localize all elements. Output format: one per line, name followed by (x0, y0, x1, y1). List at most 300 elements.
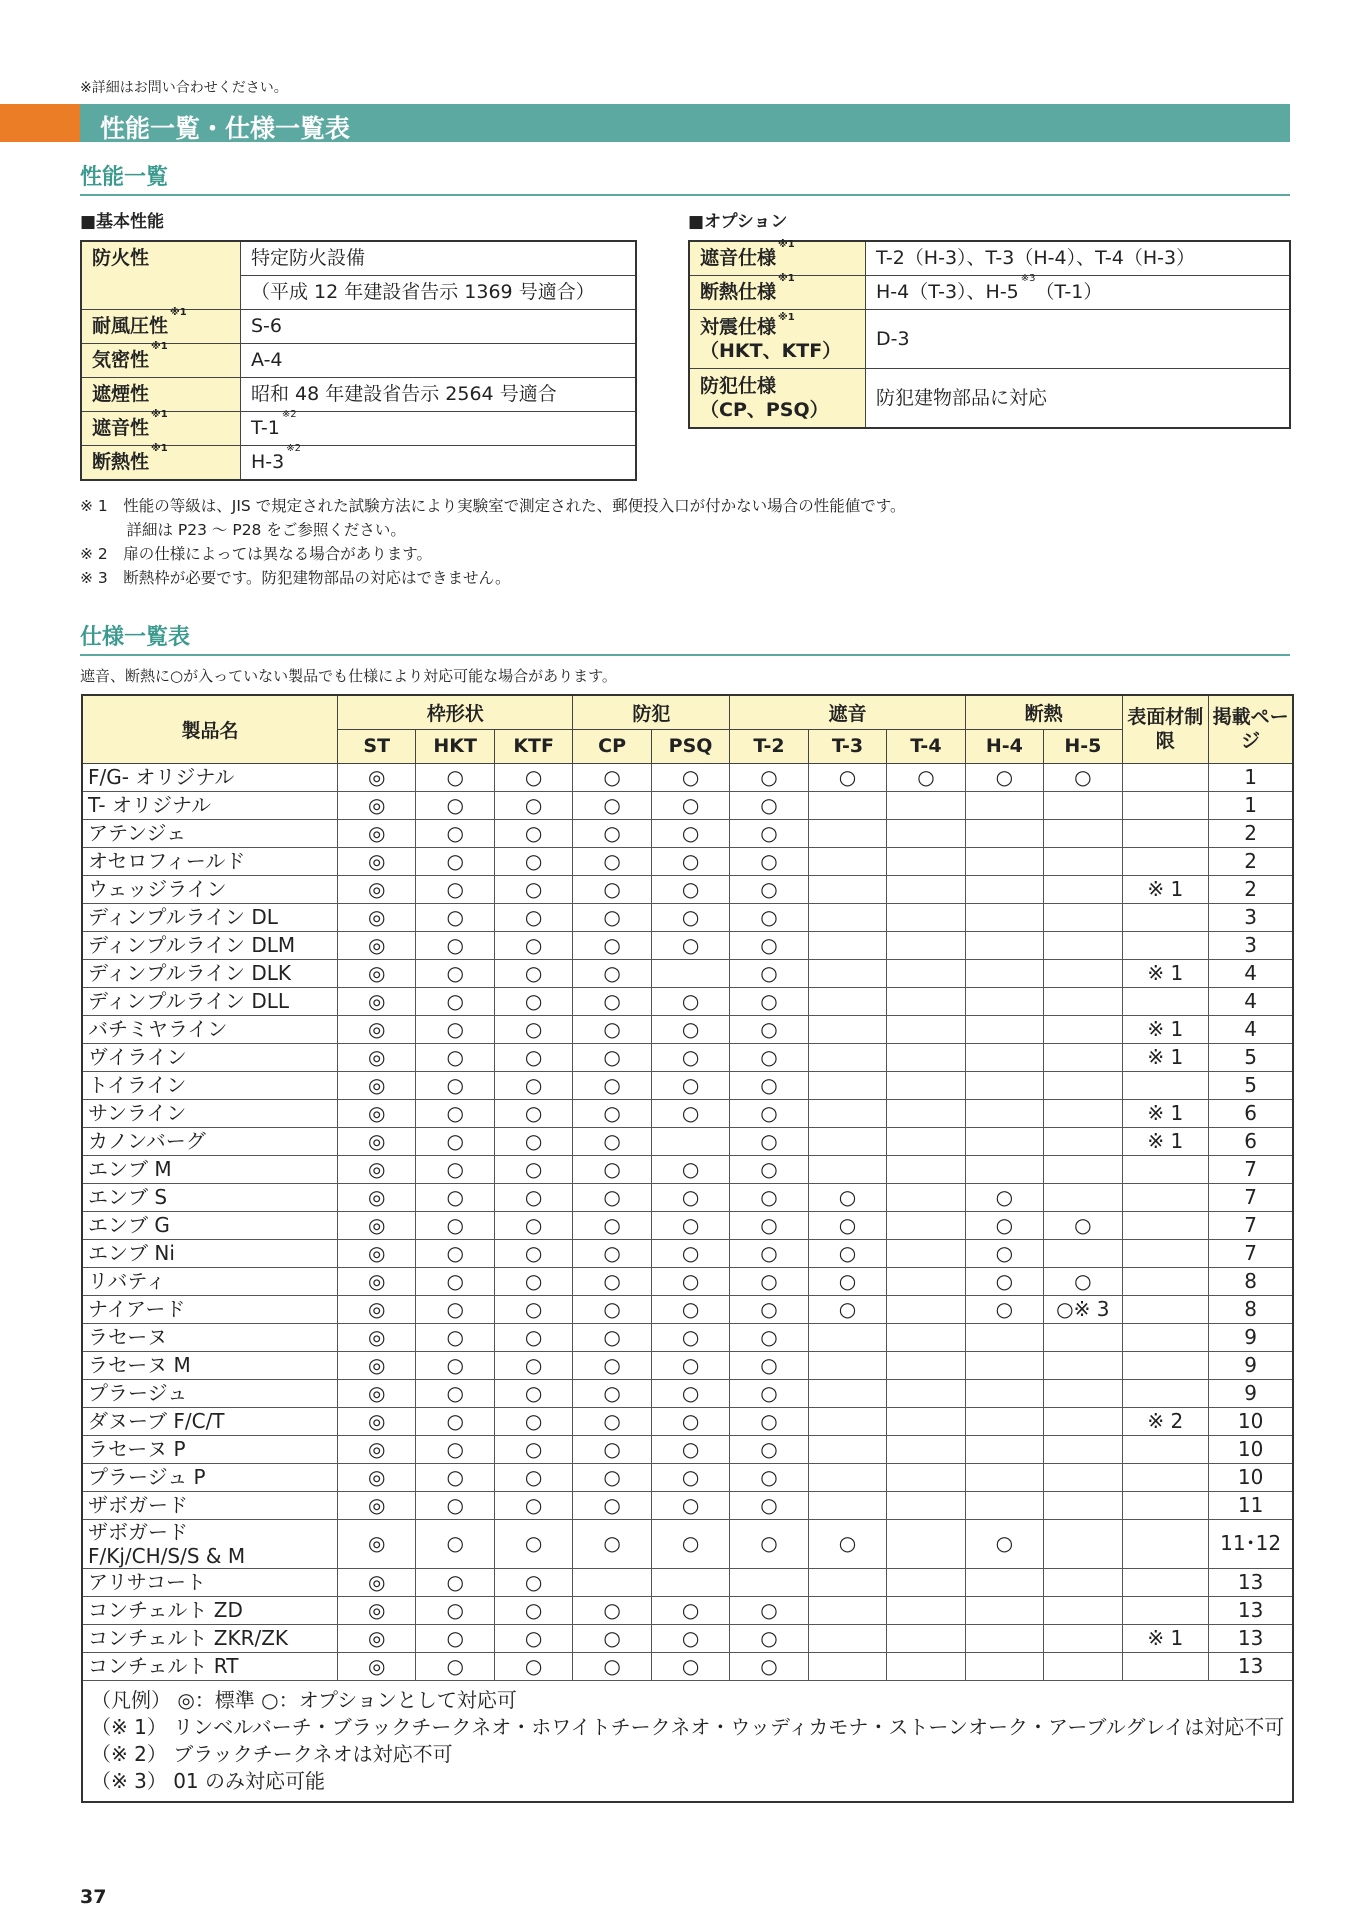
spec-cell: ○ (416, 1015, 494, 1043)
basic-label (81, 341, 241, 378)
table-row (82, 903, 1293, 931)
surface-cell (1122, 1155, 1209, 1183)
spec-cell: ○ (730, 1652, 808, 1680)
spec-cell: ○ (573, 1351, 651, 1379)
basic-label-text: 断熱性 (92, 451, 150, 473)
table-row (82, 1652, 1293, 1680)
spec-cell (965, 1379, 1043, 1407)
legend-row (82, 1680, 1293, 1802)
header-col: T-4 (887, 729, 965, 763)
spec-cell: ○ (494, 931, 572, 959)
table-row (82, 1624, 1293, 1652)
basic-value-text: A-4 (251, 349, 283, 371)
spec-cell (730, 1568, 808, 1596)
note-line: 詳細は P23 ～ P28 をご参照ください。 (80, 521, 406, 539)
spec-cell (808, 1491, 886, 1519)
product-name (82, 1491, 338, 1519)
spec-cell (887, 1652, 965, 1680)
spec-cell: ◎ (338, 1295, 416, 1323)
spec-cell: ○ (965, 1267, 1043, 1295)
spec-cell: ○ (573, 1043, 651, 1071)
product-name (82, 1211, 338, 1239)
basic-row (81, 310, 636, 344)
spec-cell: ○ (416, 1407, 494, 1435)
product-name (82, 987, 338, 1015)
spec-cell (1044, 903, 1122, 931)
spec-cell: ○ (416, 763, 494, 791)
option-label-text: 遮音仕様 (700, 247, 777, 269)
product-name-text: オセロフィールド (88, 849, 246, 873)
basic-value (241, 310, 637, 344)
spec-cell: ○ (573, 1099, 651, 1127)
surface-cell (1122, 1351, 1209, 1379)
spec-cell (887, 1071, 965, 1099)
product-name (82, 1407, 338, 1435)
spec-cell: ○ (494, 763, 572, 791)
table-row (82, 931, 1293, 959)
spec-cell: ○ (494, 1099, 572, 1127)
spec-cell (808, 1379, 886, 1407)
spec-cell (808, 1463, 886, 1491)
basic-value (241, 443, 637, 481)
spec-cell: ○ (651, 1435, 729, 1463)
table-row (82, 1379, 1293, 1407)
table-row (82, 1211, 1293, 1239)
spec-cell (808, 1155, 886, 1183)
page-cell: 11 (1209, 1491, 1294, 1519)
spec-cell: ◎ (338, 1435, 416, 1463)
spec-cell: ◎ (338, 1624, 416, 1652)
product-name-text: ウェッジライン (88, 877, 227, 901)
spec-cell (1044, 819, 1122, 847)
spec-cell (1044, 1155, 1122, 1183)
spec-cell (965, 1596, 1043, 1624)
spec-cell (965, 1624, 1043, 1652)
option-value-text: D-3 (876, 328, 910, 350)
spec-cell: ○ (416, 791, 494, 819)
header-col: T-2 (730, 729, 808, 763)
table-row (82, 959, 1293, 987)
spec-cell: ○ (573, 1211, 651, 1239)
spec-cell: ○ (494, 1407, 572, 1435)
note-mark: ※1 (151, 341, 168, 352)
table-row (82, 1351, 1293, 1379)
note-line: ※ 2 扉の仕様によっては異なる場合があります。 (80, 545, 433, 563)
page-cell: 9 (1209, 1351, 1294, 1379)
spec-cell: ○ (416, 959, 494, 987)
surface-cell (1122, 1463, 1209, 1491)
spec-cell: ○ (730, 1519, 808, 1568)
basic-value-text: 特定防火設備 (251, 247, 366, 269)
spec-cell: ○ (651, 1491, 729, 1519)
table-row (82, 875, 1293, 903)
spec-cell: ○ (494, 1379, 572, 1407)
product-name (82, 1596, 338, 1624)
header-col: H-4 (965, 729, 1043, 763)
spec-cell: ○ (494, 903, 572, 931)
spec-cell (887, 903, 965, 931)
spec-cell: ◎ (338, 791, 416, 819)
spec-cell: ○ (494, 1652, 572, 1680)
table-row (82, 1519, 1293, 1568)
spec-cell: ◎ (338, 903, 416, 931)
spec-cell (1044, 1407, 1122, 1435)
option-row (689, 310, 1290, 369)
spec-cell: ○ (573, 1519, 651, 1568)
basic-value (241, 344, 637, 378)
spec-cell: ○ (494, 1568, 572, 1596)
spec-cell (808, 1568, 886, 1596)
surface-cell (1122, 763, 1209, 791)
page-cell: 10 (1209, 1463, 1294, 1491)
spec-cell (887, 791, 965, 819)
spec-cell: ○ (494, 1624, 572, 1652)
spec-cell: ○ (651, 987, 729, 1015)
spec-cell: ○ (808, 1295, 886, 1323)
spec-cell: ○ (573, 1267, 651, 1295)
surface-cell (1122, 931, 1209, 959)
surface-cell (1122, 1491, 1209, 1519)
basic-value-text: 昭和 48 年建設省告示 2564 号適合 (251, 383, 557, 405)
page-cell: 3 (1209, 903, 1294, 931)
surface-cell: ※ 1 (1122, 1127, 1209, 1155)
spec-cell: ○ (494, 959, 572, 987)
spec-cell: ○ (573, 1379, 651, 1407)
spec-cell: ○ (1044, 1211, 1122, 1239)
spec-cell (1044, 1379, 1122, 1407)
spec-cell: ○ (416, 1652, 494, 1680)
spec-cell: ○ (416, 1295, 494, 1323)
spec-cell: ○ (730, 1407, 808, 1435)
spec-cell: ○ (573, 1596, 651, 1624)
option-label-sub: （HKT、KTF） (700, 340, 842, 362)
spec-cell: ◎ (338, 1652, 416, 1680)
spec-cell (808, 847, 886, 875)
surface-cell (1122, 819, 1209, 847)
header-product: 製品名 (82, 695, 338, 763)
spec-cell: ○ (651, 903, 729, 931)
surface-cell: ※ 1 (1122, 1015, 1209, 1043)
option-value-tail: （T-1） (1035, 281, 1103, 303)
basic-value (241, 241, 637, 276)
spec-cell (1044, 1015, 1122, 1043)
product-name-text: アテンジェ (88, 821, 187, 845)
spec-cell: ○ (416, 1155, 494, 1183)
spec-cell (965, 1323, 1043, 1351)
product-name (82, 1239, 338, 1267)
spec-cell: ◎ (338, 1351, 416, 1379)
spec-cell: ○ (730, 1127, 808, 1155)
option-value-text: T-2（H-3）、T-3（H-4）、T-4（H-3） (876, 247, 1196, 269)
product-name (82, 791, 338, 819)
spec-cell (965, 1351, 1043, 1379)
spec-cell: ○ (416, 1099, 494, 1127)
spec-cell: ○ (651, 1351, 729, 1379)
spec-cell: ○ (494, 1071, 572, 1099)
spec-cell: ○ (494, 819, 572, 847)
surface-cell (1122, 847, 1209, 875)
table-row (82, 1568, 1293, 1596)
product-name-text: ナイアード (88, 1297, 186, 1321)
spec-cell (1044, 1239, 1122, 1267)
option-label-text: 防犯仕様 (700, 375, 777, 397)
table-row (82, 1435, 1293, 1463)
spec-cell (808, 791, 886, 819)
spec-cell (887, 1127, 965, 1155)
header-col: HKT (416, 729, 494, 763)
surface-cell: ※ 1 (1122, 1624, 1209, 1652)
spec-cell: ○ (573, 791, 651, 819)
spec-cell: ○ (573, 875, 651, 903)
spec-cell: ◎ (338, 1491, 416, 1519)
header-group-security: 防犯 (573, 695, 730, 729)
spec-cell: ○ (416, 819, 494, 847)
spec-cell (808, 1127, 886, 1155)
spec-cell (651, 1127, 729, 1155)
spec-cell: ○ (416, 1211, 494, 1239)
spec-cell: ◎ (338, 959, 416, 987)
page-cell: 6 (1209, 1127, 1294, 1155)
spec-cell: ○ (494, 1239, 572, 1267)
surface-cell (1122, 1435, 1209, 1463)
spec-cell: ○ (416, 1435, 494, 1463)
basic-value (241, 409, 637, 446)
legend-line: （※ 3） 01 のみ対応可能 (91, 1768, 326, 1793)
header-col: ST (338, 729, 416, 763)
basic-value-text: T-1 (251, 417, 280, 439)
page-cell: 13 (1209, 1596, 1294, 1624)
spec-cell: ○ (965, 1211, 1043, 1239)
spec-cell: ○ (494, 1596, 572, 1624)
spec-cell: ○ (416, 1323, 494, 1351)
spec-cell: ○ (730, 1015, 808, 1043)
option-value (866, 241, 1291, 276)
spec-cell (1044, 1596, 1122, 1624)
option-label (689, 310, 866, 369)
spec-cell (651, 959, 729, 987)
spec-cell: ○ (965, 1239, 1043, 1267)
product-name-text: カノンバーグ (88, 1129, 206, 1153)
spec-cell: ○ (416, 1071, 494, 1099)
page-cell: 6 (1209, 1099, 1294, 1127)
legend (82, 1680, 1293, 1802)
page-cell: 3 (1209, 931, 1294, 959)
legend-line: （※ 1） リンベルバーチ・ブラックチークネオ・ホワイトチークネオ・ウッディカモナ・ストーンオーク・アーブルグレイは対応不可 (91, 1714, 1285, 1739)
basic-label (81, 409, 241, 446)
spec-cell: ○ (494, 1491, 572, 1519)
basic-value-text: H-3 (251, 451, 285, 473)
spec-cell: ○ (730, 959, 808, 987)
spec-cell: ○ (494, 1351, 572, 1379)
spec-cell (651, 1568, 729, 1596)
spec-cell (965, 819, 1043, 847)
product-name-text: トイライン (88, 1073, 187, 1097)
spec-cell: ○ (651, 1624, 729, 1652)
header-col: H-5 (1044, 729, 1122, 763)
note-mark: ※1 (151, 443, 168, 454)
spec-cell: ○ (573, 847, 651, 875)
spec-cell: ○ (494, 847, 572, 875)
spec-cell: ○ (494, 1211, 572, 1239)
spec-cell (887, 1568, 965, 1596)
spec-cell: ◎ (338, 1463, 416, 1491)
spec-cell: ◎ (338, 1211, 416, 1239)
spec-cell (808, 987, 886, 1015)
note-mark: ※1 (778, 239, 795, 250)
surface-cell (1122, 1323, 1209, 1351)
header-col: PSQ (651, 729, 729, 763)
spec-cell: ○ (573, 1155, 651, 1183)
spec-cell: ○ (651, 1099, 729, 1127)
spec-cell (887, 987, 965, 1015)
spec-cell (1044, 987, 1122, 1015)
spec-cell: ○ (808, 1239, 886, 1267)
spec-cell (887, 1267, 965, 1295)
spec-cell (965, 1155, 1043, 1183)
spec-cell (887, 875, 965, 903)
table-row (82, 1239, 1293, 1267)
basic-value-line2: （平成 12 年建設省告示 1369 号適合） (241, 276, 637, 310)
page-cell: 13 (1209, 1652, 1294, 1680)
product-name-text: エンブ G (88, 1213, 170, 1237)
spec-cell: ○ (494, 1183, 572, 1211)
product-name (82, 1379, 338, 1407)
note-line: ※ 1 性能の等級は、JIS で規定された試験方法により実験室で測定された、郵便投入口が付かない場合の性能値です。 (80, 497, 906, 515)
spec-cell: ○ (651, 1183, 729, 1211)
spec-cell (887, 959, 965, 987)
spec-cell (1044, 847, 1122, 875)
product-name (82, 1463, 338, 1491)
surface-cell (1122, 1211, 1209, 1239)
spec-cell: ○ (573, 1323, 651, 1351)
spec-cell (887, 819, 965, 847)
spec-cell (965, 1099, 1043, 1127)
surface-cell (1122, 987, 1209, 1015)
spec-cell (887, 1435, 965, 1463)
spec-cell (808, 1323, 886, 1351)
spec-cell: ○ (416, 1183, 494, 1211)
spec-cell: ○ (573, 1624, 651, 1652)
spec-cell: ○ (651, 1295, 729, 1323)
surface-cell: ※ 2 (1122, 1407, 1209, 1435)
option-value (866, 310, 1291, 369)
spec-cell: ○ (573, 1491, 651, 1519)
spec-cell: ○ (651, 847, 729, 875)
title-accent (0, 104, 80, 142)
spec-cell: ○ (573, 819, 651, 847)
product-name (82, 875, 338, 903)
spec-cell: ○ (494, 1267, 572, 1295)
product-name-text: ダヌーブ F/C/T (88, 1409, 225, 1433)
spec-cell: ◎ (338, 1015, 416, 1043)
spec-cell: ◎ (338, 1239, 416, 1267)
spec-cell: ○ (573, 987, 651, 1015)
spec-cell: ○ (730, 1463, 808, 1491)
spec-cell: ○ (730, 1351, 808, 1379)
spec-cell: ○ (416, 1239, 494, 1267)
page-cell: 11･12 (1209, 1519, 1294, 1568)
table-row (82, 847, 1293, 875)
spec-cell: ○ (887, 763, 965, 791)
product-name-text2: F/Kj/CH/S/S & M (88, 1543, 246, 1568)
spec-cell: ◎ (338, 875, 416, 903)
spec-cell: ○ (730, 763, 808, 791)
spec-cell: ○ (416, 1379, 494, 1407)
spec-heading: 仕様一覧表 (80, 620, 1290, 656)
spec-cell: ○ (730, 1323, 808, 1351)
spec-lead: 遮音、断熱に○が入っていない製品でも仕様により対応可能な場合があります。 (80, 667, 617, 685)
basic-row (81, 241, 636, 276)
table-row (82, 987, 1293, 1015)
surface-cell (1122, 1071, 1209, 1099)
spec-cell: ○ (416, 1127, 494, 1155)
spec-cell: ○ (416, 1624, 494, 1652)
spec-cell: ◎ (338, 1519, 416, 1568)
spec-cell (573, 1568, 651, 1596)
spec-cell (887, 931, 965, 959)
note-line: ※ 3 断熱枠が必要です。防犯建物部品の対応はできません。 (80, 569, 511, 587)
spec-cell: ○ (730, 1211, 808, 1239)
surface-cell (1122, 1568, 1209, 1596)
spec-cell: ○ (651, 763, 729, 791)
spec-cell: ○ (494, 1015, 572, 1043)
header-col: KTF (494, 729, 572, 763)
page-cell: 9 (1209, 1379, 1294, 1407)
spec-cell: ◎ (338, 1099, 416, 1127)
spec-cell: ○ (651, 875, 729, 903)
spec-cell: ○ (965, 1295, 1043, 1323)
basic-label-text: 耐風圧性 (92, 315, 169, 337)
spec-cell: ○ (730, 819, 808, 847)
spec-cell: ○ (651, 1015, 729, 1043)
option-label-text: 断熱仕様 (700, 281, 777, 303)
surface-cell: ※ 1 (1122, 875, 1209, 903)
basic-label-text: 遮音性 (92, 417, 150, 439)
spec-cell (808, 959, 886, 987)
product-name (82, 1043, 338, 1071)
spec-cell (1044, 1491, 1122, 1519)
spec-cell: ○ (651, 1652, 729, 1680)
spec-cell: ○ (965, 1183, 1043, 1211)
spec-cell (887, 1407, 965, 1435)
spec-cell: ○ (651, 1239, 729, 1267)
surface-cell (1122, 1519, 1209, 1568)
spec-cell: ○ (494, 1043, 572, 1071)
spec-cell (1044, 1435, 1122, 1463)
spec-cell (1044, 1127, 1122, 1155)
spec-cell: ○ (730, 1183, 808, 1211)
page-cell: 8 (1209, 1295, 1294, 1323)
product-name (82, 1015, 338, 1043)
surface-cell (1122, 903, 1209, 931)
table-row (82, 1099, 1293, 1127)
spec-cell: ○ (494, 1519, 572, 1568)
spec-cell: ◎ (338, 1183, 416, 1211)
spec-cell: ○ (416, 903, 494, 931)
spec-cell (965, 1127, 1043, 1155)
page-cell: 5 (1209, 1071, 1294, 1099)
header-group-sound: 遮音 (730, 695, 965, 729)
note-mark: ※3 (1020, 273, 1036, 284)
product-name (82, 1323, 338, 1351)
spec-cell (1044, 1568, 1122, 1596)
spec-cell (808, 1043, 886, 1071)
table-row (82, 1463, 1293, 1491)
option-value-text: H-4（T-3）、H-5 (876, 281, 1019, 303)
product-name-text: ディンプルライン DL (88, 905, 278, 929)
spec-cell: ◎ (338, 931, 416, 959)
table-row (82, 1267, 1293, 1295)
